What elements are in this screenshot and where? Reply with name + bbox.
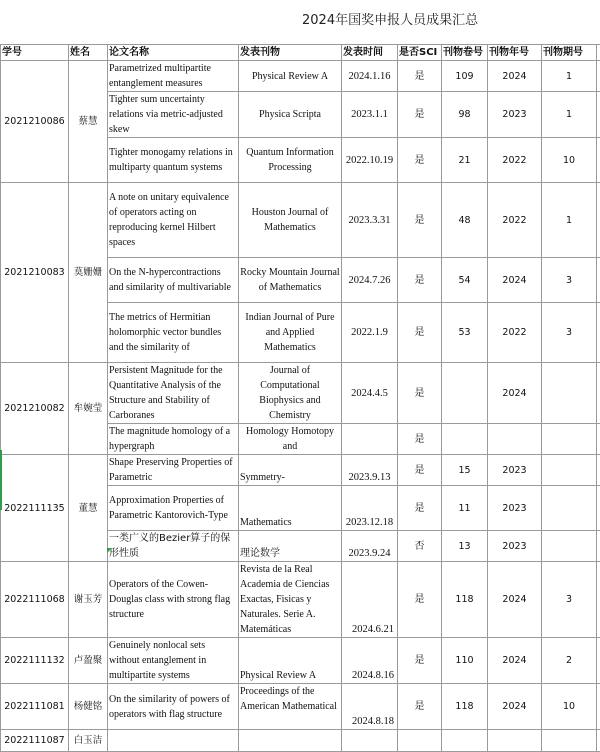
extra-cell[interactable]: [597, 258, 600, 303]
year-cell[interactable]: 2023: [488, 92, 542, 138]
sci-cell[interactable]: 是: [398, 61, 442, 92]
issue-cell[interactable]: [542, 455, 597, 486]
extra-cell[interactable]: [597, 486, 600, 531]
date-cell[interactable]: 2023.1.1: [342, 92, 398, 138]
table-row: [1, 183, 600, 258]
year-cell[interactable]: [488, 424, 542, 455]
issue-cell[interactable]: [542, 531, 597, 562]
header-journal[interactable]: 发表刊物: [239, 45, 342, 61]
selection-marker: [0, 450, 2, 510]
student-id-cell[interactable]: 2022111081: [1, 684, 69, 730]
student-name-cell[interactable]: 谢玉芳: [69, 562, 108, 638]
student-name-cell[interactable]: 牟婉莹: [69, 363, 108, 455]
volume-cell[interactable]: 54: [442, 258, 488, 303]
table-row: [1, 455, 600, 486]
sci-cell[interactable]: 是: [398, 638, 442, 684]
issue-cell[interactable]: 1: [542, 92, 597, 138]
year-cell[interactable]: 2022: [488, 138, 542, 183]
year-cell[interactable]: 2024: [488, 562, 542, 638]
header-date[interactable]: 发表时间: [342, 45, 398, 61]
paper-cell[interactable]: Genuinely nonlocal sets without entanglement in multipartite systems: [108, 638, 239, 684]
journal-cell[interactable]: Rocky Mountain Journal of Mathematics: [239, 258, 342, 303]
header-sci[interactable]: 是否SCI: [398, 45, 442, 61]
issue-cell[interactable]: 1: [542, 61, 597, 92]
student-name-cell[interactable]: 杨健铭: [69, 684, 108, 730]
year-cell[interactable]: 2023: [488, 455, 542, 486]
year-cell[interactable]: 2022: [488, 183, 542, 258]
extra-cell[interactable]: [597, 638, 600, 684]
issue-cell[interactable]: 3: [542, 258, 597, 303]
sheet-title-area: [0, 0, 600, 44]
table-row: [1, 684, 600, 730]
volume-cell[interactable]: 109: [442, 61, 488, 92]
student-name-cell[interactable]: 白玉洁: [69, 730, 108, 752]
date-cell[interactable]: 2024.1.16: [342, 61, 398, 92]
journal-cell[interactable]: Indian Journal of Pure and Applied Mathematics: [239, 303, 342, 363]
volume-cell[interactable]: 15: [442, 455, 488, 486]
journal-cell[interactable]: Mathematics: [239, 486, 342, 531]
sci-cell[interactable]: 是: [398, 684, 442, 730]
sci-cell[interactable]: 是: [398, 486, 442, 531]
extra-cell[interactable]: [597, 455, 600, 486]
extra-cell[interactable]: [597, 303, 600, 363]
volume-cell[interactable]: 98: [442, 92, 488, 138]
paper-cell[interactable]: Parametrized multipartite entanglement measures: [108, 61, 239, 92]
sci-cell[interactable]: 是: [398, 138, 442, 183]
header-student-id[interactable]: 学号: [1, 45, 69, 61]
extra-cell[interactable]: [597, 424, 600, 455]
volume-cell[interactable]: 48: [442, 183, 488, 258]
sci-cell[interactable]: 是: [398, 363, 442, 424]
volume-cell[interactable]: 21: [442, 138, 488, 183]
student-id-cell[interactable]: 2022111087: [1, 730, 69, 752]
year-cell[interactable]: 2024: [488, 61, 542, 92]
year-cell[interactable]: 2024: [488, 363, 542, 424]
comment-indicator: [107, 548, 112, 553]
header-year[interactable]: 刊物年号: [488, 45, 542, 61]
paper-cell[interactable]: Tighter sum uncertainty relations via metric-adjusted skew: [108, 92, 239, 138]
journal-cell[interactable]: Quantum Information Processing: [239, 138, 342, 183]
volume-cell[interactable]: [442, 363, 488, 424]
header-extra[interactable]: [597, 45, 600, 61]
journal-cell[interactable]: Proceedings of the American Mathematical: [239, 684, 342, 730]
extra-cell[interactable]: [597, 61, 600, 92]
year-cell[interactable]: 2024: [488, 258, 542, 303]
paper-cell[interactable]: [108, 730, 239, 752]
date-cell[interactable]: 2024.7.26: [342, 258, 398, 303]
paper-cell[interactable]: A note on unitary equivalence of operators acting on reproducing kernel Hilbert spaces: [108, 183, 239, 258]
journal-cell[interactable]: Revista de la Real Academia de Ciencias Exactas, Fisicas y Naturales. Serie A. Matemáticas: [239, 562, 342, 638]
issue-cell[interactable]: 2: [542, 638, 597, 684]
header-name[interactable]: 姓名: [69, 45, 108, 61]
date-cell[interactable]: 2024.8.16: [342, 638, 398, 684]
year-cell[interactable]: 2023: [488, 531, 542, 562]
volume-cell[interactable]: [442, 730, 488, 752]
issue-cell[interactable]: [542, 730, 597, 752]
extra-cell[interactable]: [597, 562, 600, 638]
date-cell[interactable]: 2023.9.13: [342, 455, 398, 486]
issue-cell[interactable]: 10: [542, 684, 597, 730]
extra-cell[interactable]: [597, 138, 600, 183]
journal-cell[interactable]: Journal of Computational Biophysics and Chemistry: [239, 363, 342, 424]
issue-cell[interactable]: 3: [542, 303, 597, 363]
sci-cell[interactable]: 否: [398, 531, 442, 562]
extra-cell[interactable]: [597, 730, 600, 752]
sci-cell[interactable]: 是: [398, 183, 442, 258]
journal-cell[interactable]: [239, 730, 342, 752]
date-cell[interactable]: 2023.12.18: [342, 486, 398, 531]
issue-cell[interactable]: 1: [542, 183, 597, 258]
year-cell[interactable]: 2024: [488, 684, 542, 730]
paper-cell[interactable]: The magnitude homology of a hypergraph: [108, 424, 239, 455]
student-id-cell[interactable]: 2021210086: [1, 61, 69, 183]
issue-cell[interactable]: [542, 424, 597, 455]
volume-cell[interactable]: 13: [442, 531, 488, 562]
paper-cell[interactable]: Approximation Properties of Parametric Kantorovich-Type: [108, 486, 239, 531]
date-cell[interactable]: 2022.1.9: [342, 303, 398, 363]
student-name-cell[interactable]: 卢盈聚: [69, 638, 108, 684]
paper-cell[interactable]: Tighter monogamy relations in multiparty quantum systems: [108, 138, 239, 183]
date-cell[interactable]: [342, 730, 398, 752]
date-cell[interactable]: [342, 424, 398, 455]
journal-cell[interactable]: Homology Homotopy and: [239, 424, 342, 455]
date-cell[interactable]: 2023.9.24: [342, 531, 398, 562]
extra-cell[interactable]: [597, 183, 600, 258]
student-name-cell[interactable]: 莫姗姗: [69, 183, 108, 363]
year-cell[interactable]: [488, 730, 542, 752]
volume-cell[interactable]: 118: [442, 562, 488, 638]
student-id-cell[interactable]: 2022111068: [1, 562, 69, 638]
student-name-cell[interactable]: 蔡慧: [69, 61, 108, 183]
extra-cell[interactable]: [597, 531, 600, 562]
paper-cell[interactable]: 一类广义的Bezier算子的保形性质: [108, 531, 239, 562]
paper-cell[interactable]: On the similarity of powers of operators with flag structure: [108, 684, 239, 730]
paper-cell[interactable]: Operators of the Cowen-Douglas class with strong flag structure: [108, 562, 239, 638]
paper-cell[interactable]: On the N-hypercontractions and similarity of multivariable: [108, 258, 239, 303]
table-row: [1, 730, 600, 752]
header-volume[interactable]: 刊物卷号: [442, 45, 488, 61]
issue-cell[interactable]: 10: [542, 138, 597, 183]
volume-cell[interactable]: 118: [442, 684, 488, 730]
journal-cell[interactable]: Physical Review A: [239, 61, 342, 92]
volume-cell[interactable]: 11: [442, 486, 488, 531]
journal-cell[interactable]: 理论数学: [239, 531, 342, 562]
paper-cell[interactable]: The metrics of Hermitian holomorphic vector bundles and the similarity of: [108, 303, 239, 363]
sci-cell[interactable]: 是: [398, 424, 442, 455]
student-id-cell[interactable]: 2021210083: [1, 183, 69, 363]
extra-cell[interactable]: [597, 363, 600, 424]
student-id-cell[interactable]: 2022111135: [1, 455, 69, 562]
volume-cell[interactable]: 110: [442, 638, 488, 684]
date-cell[interactable]: 2024.6.21: [342, 562, 398, 638]
sci-cell[interactable]: 是: [398, 303, 442, 363]
journal-cell[interactable]: Physica Scripta: [239, 92, 342, 138]
extra-cell[interactable]: [597, 92, 600, 138]
sheet-title: 2024年国奖申报人员成果汇总: [302, 9, 478, 28]
header-paper[interactable]: 论文名称: [108, 45, 239, 61]
student-id-cell[interactable]: 2021210082: [1, 363, 69, 455]
journal-cell[interactable]: Houston Journal of Mathematics: [239, 183, 342, 258]
student-name-cell[interactable]: 董慧: [69, 455, 108, 562]
sci-cell[interactable]: 是: [398, 92, 442, 138]
table-row: [1, 562, 600, 638]
table-row: [1, 61, 600, 92]
issue-cell[interactable]: 3: [542, 562, 597, 638]
sci-cell[interactable]: [398, 730, 442, 752]
issue-cell[interactable]: [542, 363, 597, 424]
volume-cell[interactable]: 53: [442, 303, 488, 363]
journal-cell[interactable]: Physical Review A: [239, 638, 342, 684]
sci-cell[interactable]: 是: [398, 562, 442, 638]
table-row: [1, 638, 600, 684]
date-cell[interactable]: 2024.4.5: [342, 363, 398, 424]
year-cell[interactable]: 2024: [488, 638, 542, 684]
achievements-table: [0, 44, 600, 752]
date-cell[interactable]: 2022.10.19: [342, 138, 398, 183]
header-issue[interactable]: 刊物期号: [542, 45, 597, 61]
year-cell[interactable]: 2023: [488, 486, 542, 531]
extra-cell[interactable]: [597, 684, 600, 730]
sci-cell[interactable]: 是: [398, 455, 442, 486]
paper-cell[interactable]: Shape Preserving Properties of Parametric: [108, 455, 239, 486]
volume-cell[interactable]: [442, 424, 488, 455]
year-cell[interactable]: 2022: [488, 303, 542, 363]
journal-cell[interactable]: Symmetry-: [239, 455, 342, 486]
table-row: [1, 363, 600, 424]
student-id-cell[interactable]: 2022111132: [1, 638, 69, 684]
sci-cell[interactable]: 是: [398, 258, 442, 303]
date-cell[interactable]: 2023.3.31: [342, 183, 398, 258]
header-row: [1, 45, 600, 61]
issue-cell[interactable]: [542, 486, 597, 531]
date-cell[interactable]: 2024.8.18: [342, 684, 398, 730]
paper-cell[interactable]: Persistent Magnitude for the Quantitative Analysis of the Structure and Stability of Carboranes: [108, 363, 239, 424]
